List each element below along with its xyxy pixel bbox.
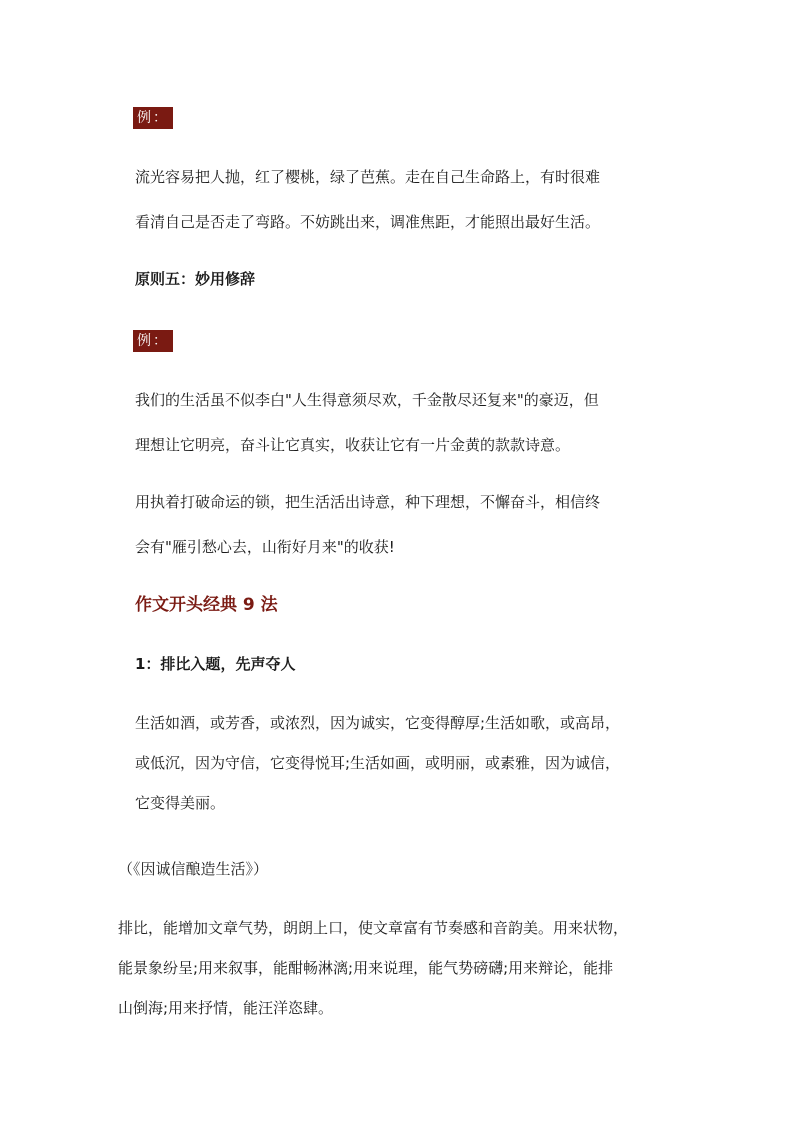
paragraph-line: 山倒海;用来抒情，能汪洋恣肆。 — [118, 999, 334, 1017]
paragraph-line: 我们的生活虽不似李白"人生得意须尽欢，千金散尽还复来"的豪迈，但 — [135, 391, 599, 409]
paragraph-line: 看清自己是否走了弯路。不妨跳出来，调准焦距，才能照出最好生活。 — [135, 213, 601, 231]
paragraph-text — [135, 711, 620, 815]
source-citation: （《因诚信酿造生活》） — [118, 860, 269, 878]
paragraph-line: 能景象纷呈;用来叙事，能酣畅淋漓;用来说理，能气势磅礴;用来辩论，能排 — [118, 959, 614, 977]
example-tag: 例： — [133, 107, 173, 129]
paragraph-line: 会有"雁引愁心去，山衔好月来"的收获! — [135, 538, 395, 556]
paragraph-text — [135, 165, 600, 234]
paragraph-line: 用执着打破命运的锁，把生活活出诗意，种下理想，不懈奋斗，相信终 — [135, 493, 601, 511]
principle-heading: 原则五：妙用修辞 — [135, 270, 256, 288]
paragraph-text — [118, 916, 628, 1020]
paragraph-line: 生活如酒，或芳香，或浓烈，因为诚实，它变得醇厚;生活如歌，或高昂， — [135, 714, 621, 732]
paragraph-line: 或低沉，因为守信，它变得悦耳;生活如画，或明丽，或素雅，因为诚信， — [135, 754, 621, 772]
paragraph-line: 流光容易把人抛，红了樱桃，绿了芭蕉。走在自己生命路上，有时很难 — [135, 168, 601, 186]
paragraph-line: 它变得美丽。 — [135, 794, 226, 812]
method-heading: 1：排比入题，先声夺人 — [135, 655, 296, 673]
paragraph-line: 理想让它明亮，奋斗让它真实，收获让它有一片金黄的款款诗意。 — [135, 436, 571, 454]
section-title: 作文开头经典 9 法 — [135, 595, 278, 615]
paragraph-text — [135, 388, 599, 457]
paragraph-text — [135, 490, 600, 559]
example-tag: 例： — [133, 330, 173, 352]
paragraph-line: 排比，能增加文章气势，朗朗上口，使文章富有节奏感和音韵美。用来状物， — [118, 919, 629, 937]
